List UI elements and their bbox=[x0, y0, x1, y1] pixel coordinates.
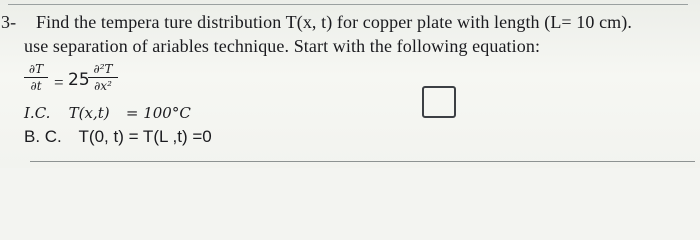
boundary-condition-label: B. C. bbox=[24, 127, 62, 146]
question-number: 3- bbox=[1, 12, 17, 32]
lhs-derivative-fraction bbox=[24, 63, 48, 93]
rhs-denominator: ∂x² bbox=[94, 79, 112, 93]
lhs-numerator: ∂T bbox=[28, 62, 44, 76]
initial-condition bbox=[24, 103, 191, 123]
answer-box[interactable] bbox=[422, 86, 456, 118]
diffusion-coefficient: 25 bbox=[68, 70, 90, 90]
boundary-condition-expression: T(0, t) = T(L ,t) =0 bbox=[78, 127, 212, 146]
lhs-fraction-bar bbox=[24, 77, 48, 78]
equation-equals-sign: = bbox=[54, 73, 64, 92]
top-divider bbox=[8, 4, 688, 5]
rhs-derivative-fraction bbox=[88, 63, 118, 93]
bottom-divider bbox=[30, 161, 695, 162]
rhs-fraction-bar bbox=[88, 77, 118, 78]
boundary-condition bbox=[24, 127, 212, 147]
rhs-numerator: ∂²T bbox=[93, 62, 113, 76]
question-statement-line-2: use separation of ariables technique. Start with the following equation: bbox=[24, 36, 541, 56]
lhs-denominator: ∂t bbox=[30, 79, 42, 93]
initial-condition-value: = 100°C bbox=[125, 104, 191, 122]
initial-condition-label: I.C. bbox=[24, 104, 51, 122]
question-statement-line-1: Find the tempera ture distribution T(x, t) for copper plate with length (L= 10 cm). bbox=[36, 12, 632, 32]
initial-condition-expression: T(x,t) bbox=[68, 104, 110, 122]
